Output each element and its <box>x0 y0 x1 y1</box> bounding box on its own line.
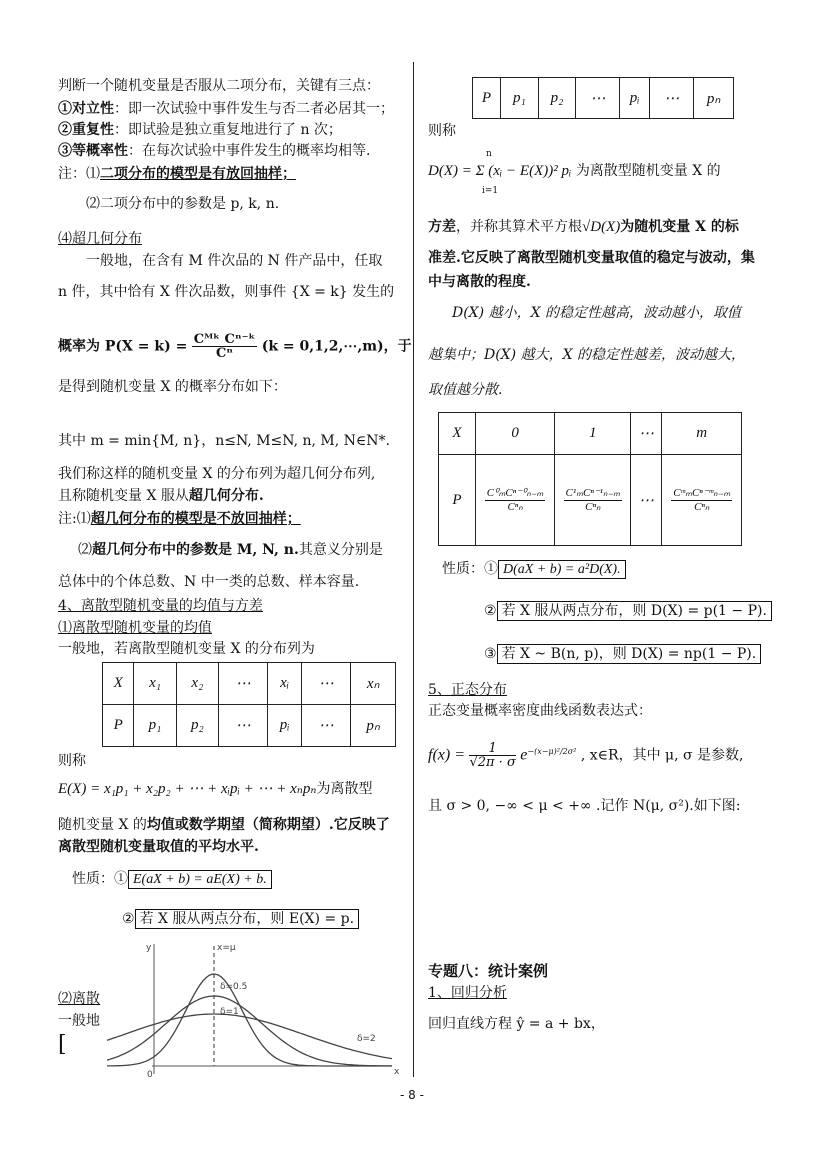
table-row <box>439 455 742 546</box>
table-cell: ⋯ <box>219 705 268 747</box>
y-axis-label: y <box>146 943 152 953</box>
table-cell: ⋯ <box>631 455 662 546</box>
table-cell: P <box>103 705 134 747</box>
section-4-title: 4、离散型随机变量的均值与方差 <box>58 598 263 614</box>
origin-label: 0 <box>147 1070 153 1078</box>
table-cell: 1 <box>555 413 631 455</box>
topic-8-title: 专题八：统计案例 <box>428 962 549 980</box>
sigma-2-label: δ=2 <box>357 1034 376 1044</box>
mean-formula: E(X) = x₁p₁ + x₂p₂ + ⋯ + xᵢpᵢ + ⋯ + xₙpₙ为离散型 <box>58 781 373 797</box>
sum-lower-limit: i=1 <box>482 186 499 196</box>
variance-property-1: 性质：① D(aX + b) = a²D(X). <box>442 560 626 579</box>
table-cell: P <box>439 455 476 546</box>
table-cell: p₁ <box>134 705 176 747</box>
table-cell: x₂ <box>176 663 218 705</box>
table-row <box>439 413 742 455</box>
table-cell: p₂ <box>176 705 218 747</box>
mean-label: x=μ <box>217 943 236 953</box>
table-cell: p₂ <box>538 78 576 119</box>
table-cell: xᵢ <box>268 663 302 705</box>
general-cut: 一般地 <box>58 1013 100 1029</box>
sigma-0.5-label: δ=0.5 <box>220 982 248 992</box>
table-cell: ⋯ <box>219 663 268 705</box>
table-cell: ⋯ <box>631 413 662 455</box>
section-5-line-1: 正态变量概率密度曲线函数表达式： <box>428 703 652 719</box>
table-cell: ⋯ <box>650 78 694 119</box>
hyper-line-6: 我们称这样的随机变量 X 的分布列为超几何分布列, <box>58 466 376 482</box>
normal-fraction: $\frac{1}{√2\pi \cdot \sigma}$ <box>469 741 516 770</box>
hypergeometric-title: ⑷超几何分布 <box>58 231 142 247</box>
binomial-point-2: ②重复性：即试验是独立重复地进行了 n 次； <box>58 122 342 138</box>
hyper-line-2: n 件，其中恰有 X 件次品数，则事件 {X = k} 发生的 <box>58 284 395 300</box>
table-cell: $\frac{\text{CᵐₘCⁿ⁻ᵐₙ₋ₘ}}{\text{Cⁿₙ}}$ <box>662 455 742 546</box>
normal-distribution-chart <box>102 934 402 1078</box>
variance-formula: D(X) = Σ (xᵢ − E(X))² pᵢ 为离散型随机变量 X 的 <box>428 163 721 179</box>
binomial-criteria-title: 判断一个随机变量是否服从二项分布，关键有三点： <box>58 78 380 94</box>
section-4-line-1: 一般地，若离散型随机变量 X 的分布列为 <box>58 641 315 657</box>
variance-line-6: 越集中；D(X) 越大，X 的稳定性越差，波动越大， <box>428 347 745 363</box>
regression-line-1: 回归直线方程 ŷ = a + bx， <box>428 1016 605 1032</box>
table-cell: pₙ <box>694 78 734 119</box>
hypergeometric-table <box>438 412 742 546</box>
section-5-title: 5、正态分布 <box>428 682 507 698</box>
hyper-fraction: $\frac{\text{Cᴹᵏ Cⁿ⁻ᵏ}}{\text{Cⁿ}}$ <box>193 332 256 361</box>
binomial-point-1: ①对立性：即一次试验中事件发生与否二者必居其一； <box>58 101 394 117</box>
subsection-cut: ⑵离散 <box>58 991 100 1007</box>
variance-line-7: 取值越分散. <box>428 382 503 398</box>
table-row <box>103 705 396 747</box>
hyper-note-2: ⑵超几何分布中的参数是 M, N, n.其意义分别是 <box>78 542 383 558</box>
table-cell: p₁ <box>500 78 538 119</box>
mean-property-1: 性质：① E(aX + b) = aE(X) + b. <box>72 870 272 889</box>
table-cell: 0 <box>476 413 555 455</box>
column-divider <box>413 62 414 1077</box>
table-row <box>473 78 734 119</box>
table-cell: $\frac{\text{C⁰ₘCⁿ⁻⁰ₙ₋ₘ}}{\text{Cⁿₙ}}$ <box>476 455 555 546</box>
mean-line-3: 离散型随机变量取值的平均水平. <box>58 839 259 855</box>
binomial-note-1: 注：⑴二项分布的模型是有放回抽样； <box>58 166 296 182</box>
mean-line-2: 随机变量 X 的均值或数学期望（简称期望）.它反映了 <box>58 817 390 833</box>
regression-title: 1、回归分析 <box>428 985 507 1001</box>
variance-line-4: 中与离散的程度. <box>428 274 531 290</box>
x-axis-label: x <box>394 1067 400 1077</box>
table-row <box>103 663 396 705</box>
binomial-note-2: ⑵二项分布中的参数是 p, k, n. <box>86 196 280 212</box>
hyper-note-2-cont: 总体中的个体总数、N 中一类的总数、样本容量. <box>58 574 360 590</box>
hyper-line-1: 一般地，在含有 M 件次品的 N 件产品中，任取 <box>86 253 383 269</box>
table-cell: ⋯ <box>301 663 350 705</box>
mean-property-2: ② 若 X 服从两点分布，则 E(X) = p. <box>122 910 359 928</box>
table-cell: ⋯ <box>301 705 350 747</box>
variance-then: 则称 <box>428 123 456 139</box>
table-cell: pᵢ <box>268 705 302 747</box>
sum-upper-limit: n <box>486 149 492 159</box>
table-cell: P <box>473 78 501 119</box>
hyper-probability-formula: 概率为 P(X = k) = $\frac{\text{Cᴹᵏ Cⁿ⁻ᵏ}}{\text{Cⁿ}}$ (k = 0,1,2,⋯,m)，于 <box>58 332 412 361</box>
bracket-cut: [ <box>58 1032 67 1057</box>
hyper-note-1: 注:⑴超几何分布的模型是不放回抽样； <box>58 511 301 527</box>
normal-density-formula: f(x) = $\frac{1}{√2\pi \cdot \sigma}$ $e^{-(x-\mu)^2/2\sigma^2}$ , x∈R，其中 μ, σ 是参数, <box>428 741 744 770</box>
table-cell: $\frac{\text{C¹ₘCⁿ⁻¹ₙ₋ₘ}}{\text{Cⁿₙ}}$ <box>555 455 631 546</box>
table-cell: ⋯ <box>576 78 620 119</box>
binomial-point-3: ③等概率性：在每次试验中事件发生的概率均相等. <box>58 143 371 159</box>
page-number: - 8 - <box>400 1088 424 1102</box>
mean-then: 则称 <box>58 753 86 769</box>
table-cell: x₁ <box>134 663 176 705</box>
table-cell: X <box>103 663 134 705</box>
hyper-line-4: 是得到随机变量 X 的概率分布如下： <box>58 379 287 395</box>
mean-distribution-table <box>102 662 396 747</box>
variance-top-table <box>472 77 734 119</box>
section-5-line-3: 且 σ > 0, −∞ < μ < +∞ .记作 N(μ, σ²).如下图: <box>428 798 741 814</box>
variance-line-3: 准差.它反映了离散型随机变量取值的稳定与波动，集 <box>428 250 755 266</box>
section-4-subtitle-1: ⑴离散型随机变量的均值 <box>58 620 212 636</box>
hyper-line-7: 且称随机变量 X 服从超几何分布. <box>58 488 264 504</box>
variance-line-5: D(X) 越小，X 的稳定性越高，波动越小，取值 <box>452 305 741 321</box>
table-cell: xₙ <box>351 663 396 705</box>
hyper-line-5: 其中 m = min{M, n}，n≤N, M≤N, n, M, N∈N*. <box>58 433 390 449</box>
variance-line-2: 方差，并称其算术平方根√D(X)为随机变量 X 的标 <box>428 219 739 235</box>
table-cell: X <box>439 413 476 455</box>
table-cell: pᵢ <box>620 78 650 119</box>
table-cell: m <box>662 413 742 455</box>
chart-background <box>102 934 402 1078</box>
variance-property-3: ③ 若 X ~ B(n, p)，则 D(X) = np(1 − P). <box>484 645 761 663</box>
variance-property-2: ② 若 X 服从两点分布，则 D(X) = p(1 − P). <box>484 602 772 620</box>
table-cell: pₙ <box>351 705 396 747</box>
sigma-1-label: δ=1 <box>220 1007 239 1017</box>
